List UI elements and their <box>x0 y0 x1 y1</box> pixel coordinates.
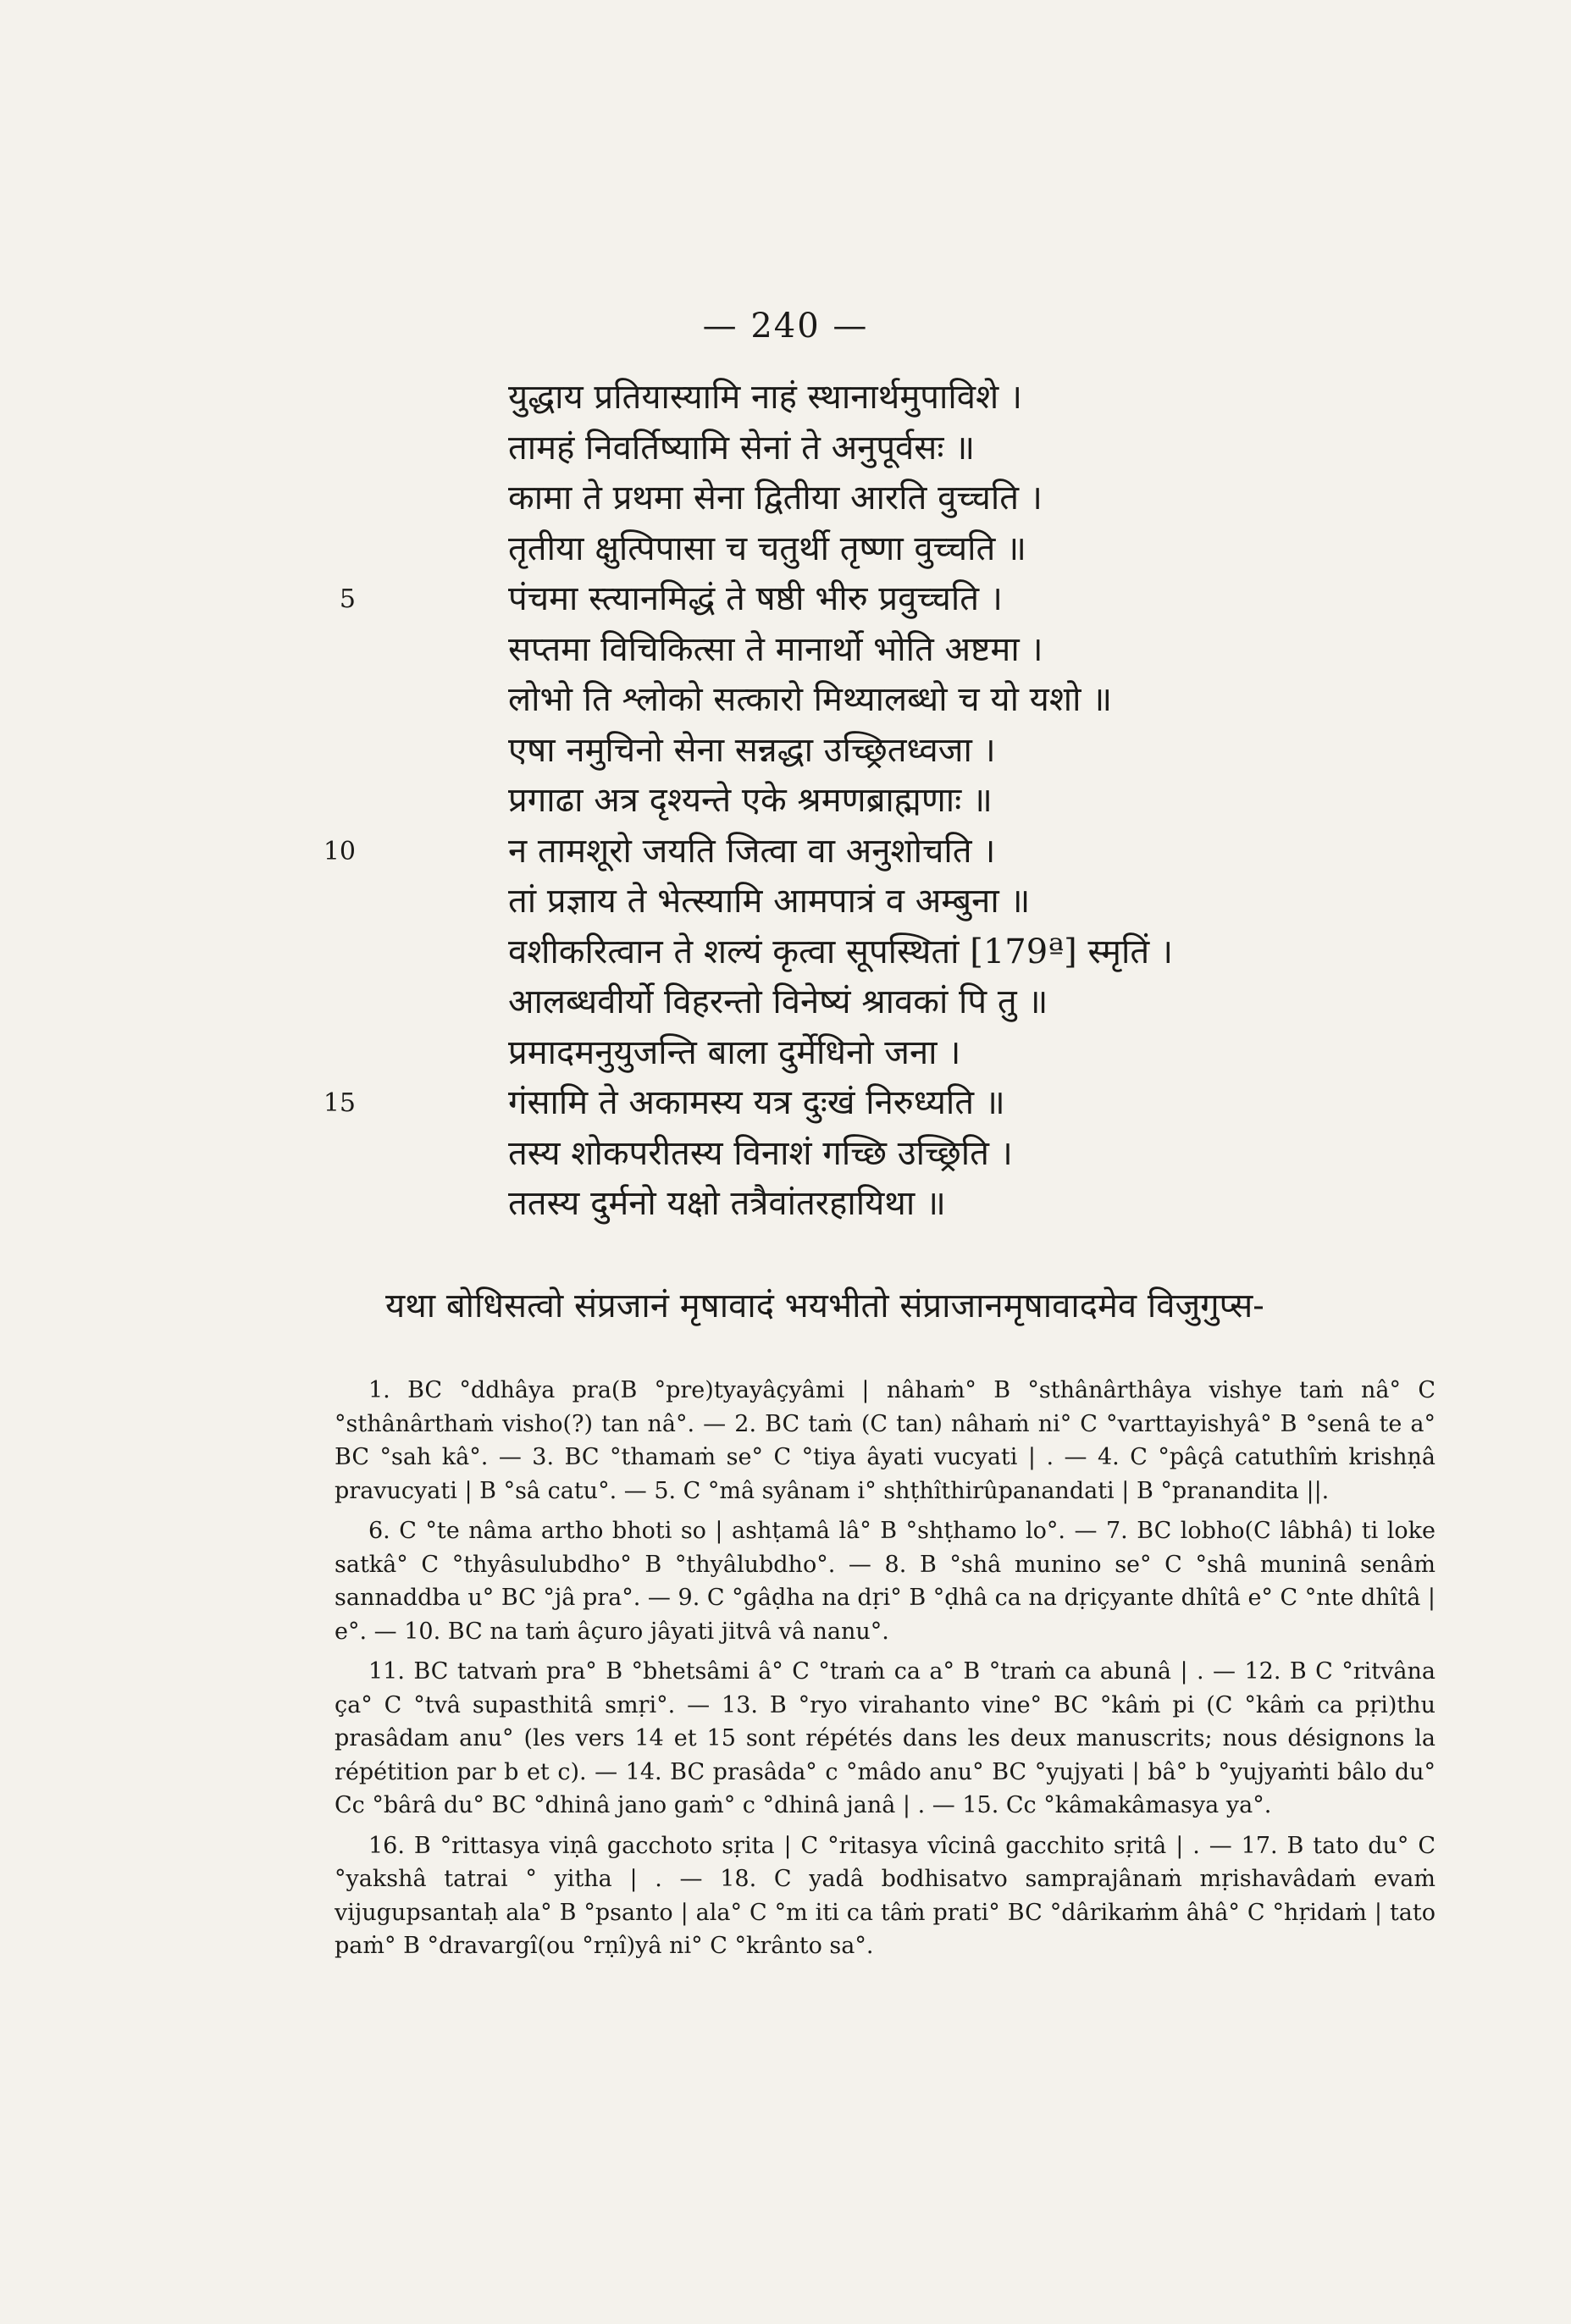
verse-text: आलब्धवीर्यो विहरन्तो विनेष्यं श्रावकां पि तु ॥ <box>508 982 1048 1021</box>
verse-text: लोभो ति श्लोको सत्कारो मिथ्यालब्धो च यो यशो ॥ <box>508 680 1113 719</box>
verse-text: वशीकरित्वान ते शल्यं कृत्वा सूपस्थितां [179ª] स्मृतिं । <box>508 932 1174 971</box>
verse-text: प्रगाढा अत्र दृश्यन्ते एके श्रमणब्राह्मणाः ॥ <box>508 781 993 820</box>
verse-line <box>508 776 1355 827</box>
verse-line <box>508 1179 1355 1230</box>
verse-text: तृतीया क्षुत्पिपासा च चतुर्थी तृष्णा वुच्चति ॥ <box>508 528 1026 568</box>
verse-line <box>508 726 1355 777</box>
verse-line <box>508 373 1355 423</box>
verse-line <box>323 827 1355 877</box>
footnotes <box>335 1374 1435 1963</box>
verse-text: तां प्रज्ञाय ते भेत्स्यामि आमपात्रं व अम्बुना ॥ <box>508 882 1031 921</box>
footnote-paragraph: 11. BC tatvaṁ pra° B °bhetsâmi â° C °traṁ ca a° B °traṁ ca abunâ | . — 12. B C °ritvâna ça° C °tvâ supasthitâ smṛi°. — 13. B °ryo virahanto vine° BC °kâṁ pi (C °kâṁ ca pṛi)thu prasâdam anu° (les vers 14 et 15 sont répétés dans les deux manuscrits; nous désignons la répétition par b et c). — 14. BC prasâda° c °mâdo anu° BC °yujyati | bâ° b °yujyaṁti bâlo du° Cc °bârâ du° BC °dhinâ jano gaṁ° c °dhinâ janâ | . — 15. Cc °kâmakâmasya ya°. <box>335 1658 1435 1818</box>
verse-text: न तामशूरो जयति जित्वा वा अनुशोचति । <box>508 831 996 871</box>
verse-number: 5 <box>339 584 356 614</box>
verse-line <box>508 524 1355 575</box>
verse-line <box>323 1078 1355 1129</box>
verse-text: तामहं निवर्तिष्यामि सेनां ते अनुपूर्वसः ॥ <box>508 428 976 468</box>
verse-line <box>508 625 1355 676</box>
verse-line <box>508 675 1355 726</box>
verse-text: ततस्य दुर्मनो यक्षो तत्रैवांतरहायिथा ॥ <box>508 1184 946 1223</box>
verse-line <box>339 574 1355 625</box>
prose-line: यथा बोधिसत्वो संप्रजानं मृषावादं भयभीतो संप्राजानमृषावादमेव विजुगुप्स- <box>385 1286 1264 1325</box>
verse-line <box>508 877 1355 927</box>
verse-number: 10 <box>323 836 356 866</box>
verse-line <box>508 423 1355 474</box>
verse-line <box>508 473 1355 524</box>
verse-text: कामा ते प्रथमा सेना द्वितीया आरति वुच्चति । <box>508 479 1043 517</box>
verse-text: पंचमा स्त्यानमिद्धं ते षष्ठी भीरु प्रवुच्चति । <box>508 579 1003 618</box>
verse-line <box>508 1129 1355 1180</box>
footnote-paragraph: 1. BC °ddhâya pra(B °pre)tyayâçyâmi | nâhaṁ° B °sthânârthâya vishye taṁ nâ° C °sthânârthaṁ visho(?) tan nâ°. — 2. BC taṁ (C tan) nâhaṁ ni° C °varttayishyâ° B °senâ te a° BC °sah kâ°. — 3. BC °thamaṁ se° C °tiya âyati vucyati | . — 4. C °pâçâ catuthîṁ krishṇâ pravucyati | B °sâ catu°. — 5. C °mâ syânam i° shṭhîthirûpanandati | B °pranandita ||. <box>335 1377 1435 1504</box>
verse-block <box>323 373 1355 1230</box>
footnote-paragraph: 6. C °te nâma artho bhoti so | ashṭamâ lâ° B °shṭhamo lo°. — 7. BC lobho(C lâbhâ) ti loke satkâ° C °thyâsulubdho° B °thyâlubdho°. — 8. B °shâ munino se° C °shâ muninâ senâṁ sannaddba u° BC °jâ pra°. — 9. C °gâḍha na dṛi° B °ḍhâ ca na dṛiçyante dhîtâ e° C °nte dhîtâ | e°. — 10. BC na taṁ âçuro jâyati jitvâ vâ nanu°. <box>335 1518 1435 1645</box>
verse-line <box>508 927 1355 978</box>
page-number: — 240 — <box>702 307 869 346</box>
verse-text: युद्धाय प्रतियास्यामि नाहं स्थानार्थमुपाविशे । <box>508 378 1023 417</box>
footnote-paragraph: 16. B °rittasya viṇâ gacchoto sṛita | C °ritasya vîcinâ gacchito sṛitâ | . — 17. B tato du° C °yakshâ tatrai ° yitha | . — 18. C yadâ bodhisatvo samprajânaṁ mṛishavâdaṁ evaṁ vijugupsantaḥ ala° B °psanto | ala° C °m iti ca tâṁ prati° BC °dârikaṁm âhâ° C °hṛidaṁ | tato paṁ° B °dravargî(ou °rṇî)yâ ni° C °krânto sa°. <box>335 1832 1435 1959</box>
verse-line <box>508 977 1355 1028</box>
verse-text: प्रमादमनुयुजन्ति बाला दुर्मेधिनो जना । <box>508 1032 961 1072</box>
verse-number: 15 <box>323 1088 356 1118</box>
verse-text: एषा नमुचिनो सेना सन्नद्धा उच्छ्रितध्वजा । <box>508 730 996 770</box>
verse-text: सप्तमा विचिकित्सा ते मानार्थो भोति अष्टमा । <box>508 629 1043 669</box>
verse-line <box>508 1028 1355 1079</box>
verse-text: तस्य शोकपरीतस्य विनाशं गच्छि उच्छ्रिति । <box>508 1133 1013 1173</box>
verse-text: गंसामि ते अकामस्य यत्र दुःखं निरुध्यति ॥ <box>508 1083 1005 1122</box>
